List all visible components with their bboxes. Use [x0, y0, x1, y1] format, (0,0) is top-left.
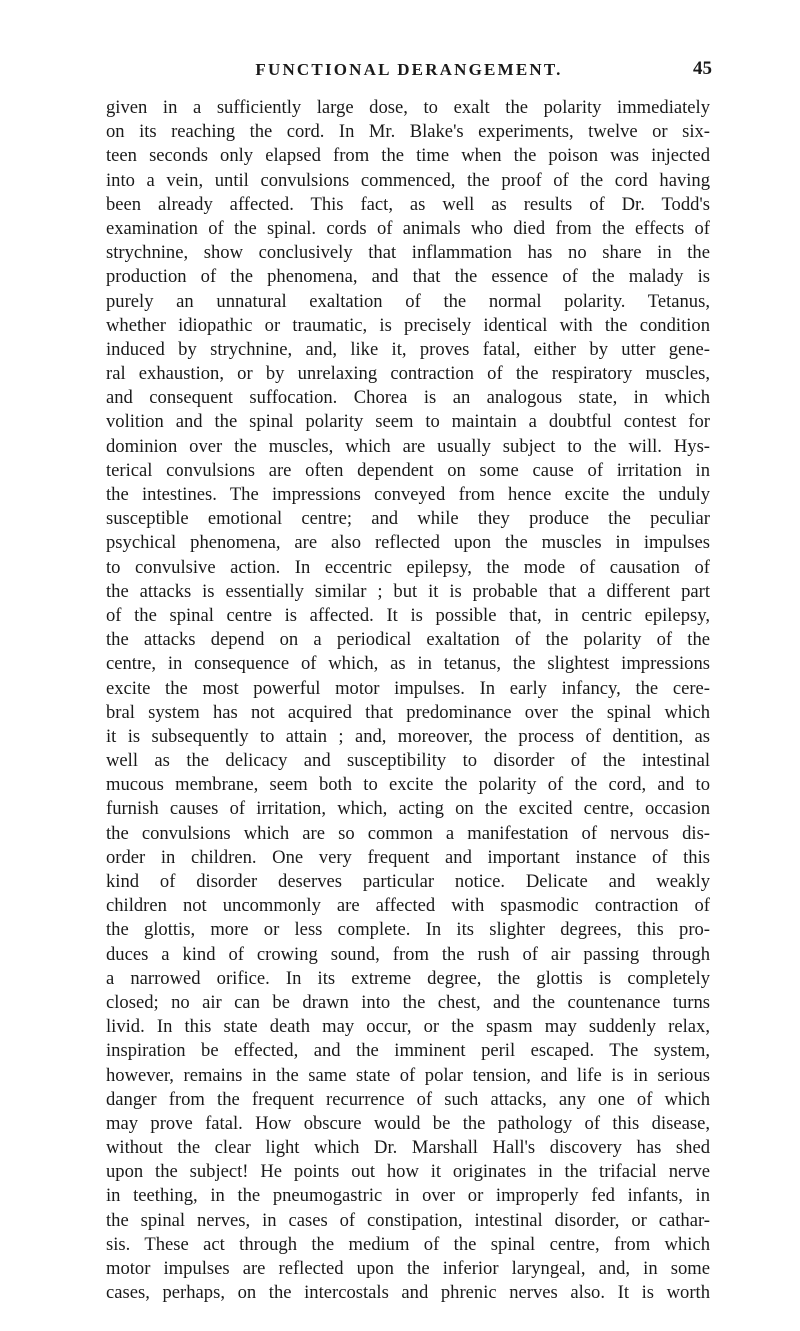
text-line: closed; no air can be drawn into the chest, and the countenance turns	[106, 991, 710, 1013]
text-line: livid. In this state death may occur, or the spasm may suddenly relax,	[106, 1016, 710, 1038]
text-line: volition and the spinal polarity seem to maintain a doubtful contest for	[106, 411, 710, 433]
text-line: duces a kind of crowing sound, from the rush of air passing through	[106, 943, 710, 965]
text-line: centre, in consequence of which, as in tetanus, the slightest impressions	[106, 653, 710, 675]
text-line: in teething, in the pneumogastric in over or improperly fed infants, in	[106, 1185, 710, 1207]
text-line: furnish causes of irritation, which, acting on the excited centre, occasion	[106, 798, 710, 820]
text-line: without the clear light which Dr. Marshall Hall's discovery has shed	[106, 1137, 710, 1159]
running-title: FUNCTIONAL DERANGEMENT.	[255, 60, 563, 79]
text-line: excite the most powerful motor impulses. In early infancy, the cere-	[106, 677, 710, 699]
text-line: it is subsequently to attain ; and, moreover, the process of dentition, as	[106, 725, 710, 747]
text-line: well as the delicacy and susceptibility to disorder of the intestinal	[106, 750, 710, 772]
text-line: on its reaching the cord. In Mr. Blake's experiments, twelve or six-	[106, 121, 710, 143]
text-line: the convulsions which are so common a manifestation of nervous dis-	[106, 822, 710, 844]
text-line: danger from the frequent recurrence of such attacks, any one of which	[106, 1088, 710, 1110]
text-line: cases, perhaps, on the intercostals and phrenic nerves also. It is worth	[106, 1282, 710, 1304]
text-line: purely an unnatural exaltation of the normal polarity. Tetanus,	[106, 290, 710, 312]
text-line: been already affected. This fact, as well as results of Dr. Todd's	[106, 193, 710, 215]
body-text	[106, 96, 710, 1305]
page-number: 45	[693, 58, 712, 79]
text-line: the spinal nerves, in cases of constipation, intestinal disorder, or cathar-	[106, 1209, 710, 1231]
text-line: children not uncommonly are affected with spasmodic contraction of	[106, 895, 710, 917]
text-line: ral exhaustion, or by unrelaxing contraction of the respiratory muscles,	[106, 363, 710, 385]
text-line: the intestines. The impressions conveyed from hence excite the unduly	[106, 484, 710, 505]
text-line: dominion over the muscles, which are usually subject to the will. Hys-	[106, 435, 710, 457]
text-line: inspiration be effected, and the imminent peril escaped. The system,	[106, 1040, 710, 1062]
text-line: into a vein, until convulsions commenced, the proof of the cord having	[106, 169, 710, 191]
text-line: bral system has not acquired that predominance over the spinal which	[106, 701, 710, 723]
text-line: strychnine, show conclusively that inflammation has no share in the	[106, 242, 710, 264]
text-line: mucous membrane, seem both to excite the polarity of the cord, and to	[106, 774, 710, 796]
text-line: a narrowed orifice. In its extreme degree, the glottis is completely	[106, 967, 710, 989]
text-line: production of the phenomena, and that the essence of the malady is	[106, 266, 710, 288]
text-line: psychical phenomena, are also reflected upon the muscles in impulses	[106, 532, 710, 554]
text-line: and consequent suffocation. Chorea is an analogous state, in which	[106, 387, 710, 409]
text-line: whether idiopathic or traumatic, is precisely identical with the condition	[106, 314, 710, 336]
text-line: examination of the spinal. cords of animals who died from the effects of	[106, 217, 710, 239]
text-line: teen seconds only elapsed from the time when the poison was injected	[106, 145, 710, 167]
text-line: the glottis, more or less complete. In its slighter degrees, this pro-	[106, 919, 710, 941]
text-line: kind of disorder deserves particular notice. Delicate and weakly	[106, 871, 710, 892]
text-line: induced by strychnine, and, like it, proves fatal, either by utter gene-	[106, 338, 710, 360]
text-line: upon the subject! He points out how it originates in the trifacial nerve	[106, 1161, 710, 1183]
text-line: the attacks depend on a periodical exaltation of the polarity of the	[106, 629, 710, 651]
text-line: motor impulses are reflected upon the inferior laryngeal, and, in some	[106, 1258, 710, 1279]
text-line: of the spinal centre is affected. It is possible that, in centric epilepsy,	[106, 604, 710, 626]
text-line: terical convulsions are often dependent on some cause of irritation in	[106, 459, 710, 481]
text-line: however, remains in the same state of polar tension, and life is in serious	[106, 1064, 710, 1086]
text-line: the attacks is essentially similar ; but it is probable that a different part	[106, 580, 710, 602]
text-line: given in a sufficiently large dose, to exalt the polarity immediately	[106, 97, 710, 118]
running-head	[106, 58, 712, 84]
text-line: to convulsive action. In eccentric epilepsy, the mode of causation of	[106, 556, 710, 578]
text-line: sis. These act through the medium of the spinal centre, from which	[106, 1233, 710, 1255]
text-line: susceptible emotional centre; and while they produce the peculiar	[106, 508, 710, 530]
text-line: order in children. One very frequent and important instance of this	[106, 846, 710, 868]
text-line: may prove fatal. How obscure would be the pathology of this disease,	[106, 1112, 710, 1134]
